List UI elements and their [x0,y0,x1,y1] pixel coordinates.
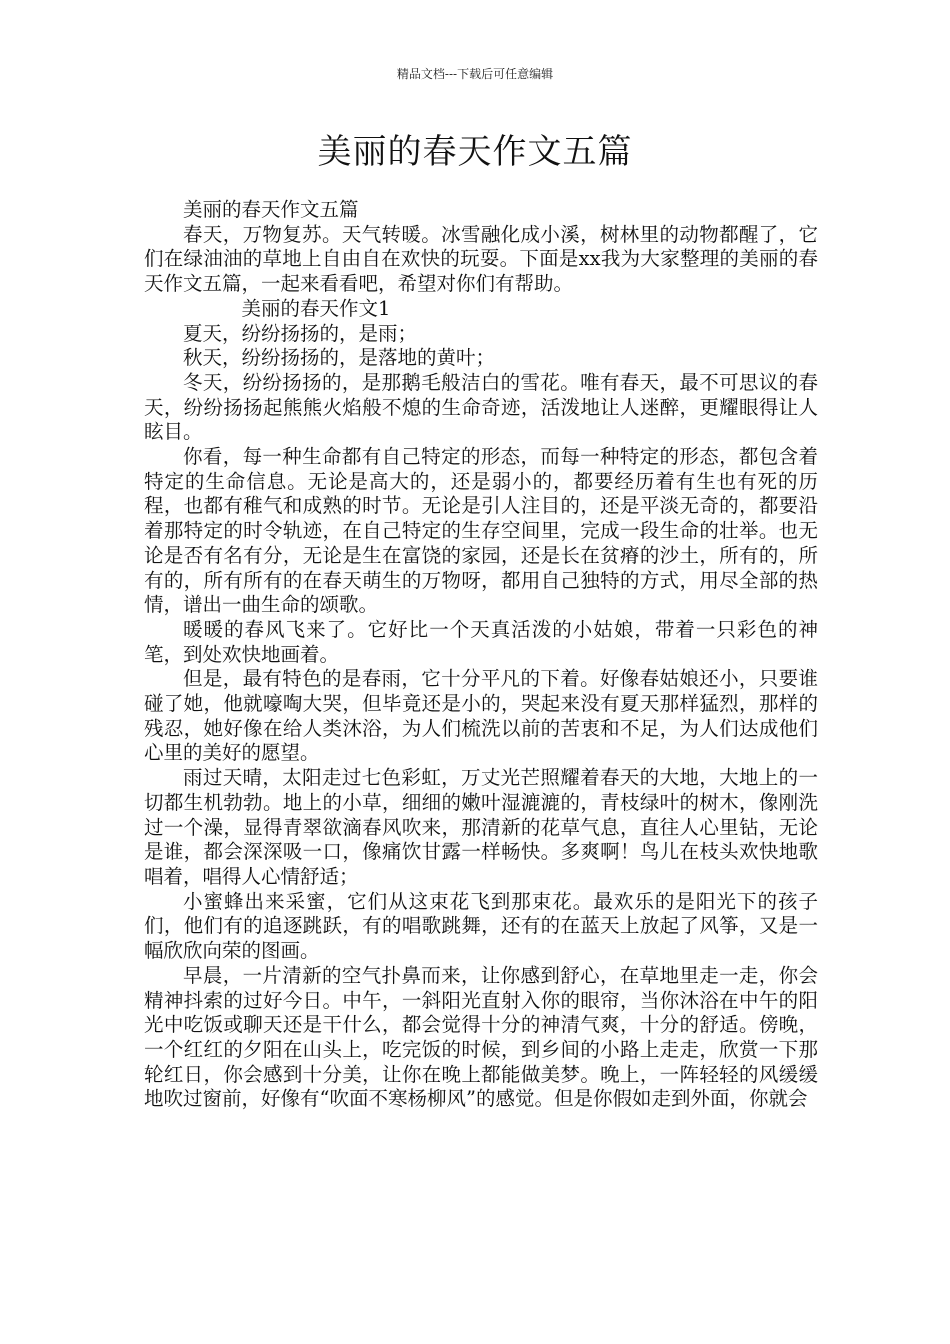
paragraph: 小蜜蜂出来采蜜，它们从这束花飞到那束花。最欢乐的是阳光下的孩子们，他们有的追逐跳跃，有的唱歌跳舞，还有的在蓝天上放起了风筝，又是一幅欣欣向荣的图画。 [144,889,818,963]
section-heading: 美丽的春天作文1 [241,296,391,320]
paragraph: 冬天，纷纷扬扬的，是那鹅毛般洁白的雪花。唯有春天，最不可思议的春天，纷纷扬扬起熊熊火焰般不熄的生命奇迹，活泼地让人迷醉，更耀眼得让人眩目。 [144,370,818,444]
paragraph-intro-heading: 美丽的春天作文五篇 [183,198,359,221]
document-header-note: 精品文档---下载后可任意编辑 [396,67,554,81]
document-body [144,198,818,1112]
paragraph: 早晨，一片清新的空气扑鼻而来，让你感到舒心，在草地里走一走，你会精神抖索的过好今日。中午，一斜阳光直射入你的眼帘，当你沐浴在中午的阳光中吃饭或聊天还是干什么，都会觉得十分的神清气爽，十分的舒适。傍晚，一个红红的夕阳在山头上，吃完饭的时候，到乡间的小路上走走，欣赏一下那轮红日，你会感到十分美，让你在晚上都能做美梦。晚上，一阵轻轻的风缓缓地吹过窗前，好像有“吹面不寒杨柳风”的感觉。但是你假如走到外面，你就会 [144,963,818,1111]
paragraph: 夏天，纷纷扬扬的，是雨； [183,321,418,345]
paragraph: 秋天，纷纷扬扬的，是落地的黄叶； [183,346,496,370]
paragraph: 但是，最有特色的是春雨，它十分平凡的下着。好像春姑娘还小，只要谁碰了她，他就嚎啕大哭，但毕竟还是小的，哭起来没有夏天那样猛烈，那样的残忍，她好像在给人类沐浴，为人们梳洗以前的苦衷和不足，为人们达成他们心里的美好的愿望。 [144,667,818,765]
paragraph: 暖暖的春风飞来了。它好比一个天真活泼的小姑娘，带着一只彩色的神笔，到处欢快地画着。 [144,617,818,666]
paragraph-intro: 春天，万物复苏。天气转暖。冰雪融化成小溪，树林里的动物都醒了，它们在绿油油的草地上自由自在欢快的玩耍。下面是xx我为大家整理的美丽的春天作文五篇，一起来看看吧，希望对你们有帮助。 [144,222,818,296]
paragraph: 雨过天晴，太阳走过七色彩虹，万丈光芒照耀着春天的大地，大地上的一切都生机勃勃。地上的小草，细细的嫩叶湿漉漉的，青枝绿叶的树木，像刚洗过一个澡，显得青翠欲滴春风吹来，那清新的花草气息，直往人心里钻，无论是谁，都会深深吸一口，像痛饮甘露一样畅快。多爽啊！鸟儿在枝头欢快地歌唱着，唱得人心情舒适； [144,766,818,888]
document-title: 美丽的春天作文五篇 [317,132,633,172]
paragraph: 你看，每一种生命都有自己特定的形态，而每一种特定的形态，都包含着特定的生命信息。无论是高大的，还是弱小的，都要经历着有生也有死的历程，也都有稚气和成熟的时节。无论是引人注目的，还是平淡无奇的，都要沿着那特定的时令轨迹，在自己特定的生存空间里，完成一段生命的壮举。也无论是否有名有分，无论是生在富饶的家园，还是长在贫瘠的沙土，所有的，所有的，所有所有的在春天萌生的万物呀，都用自己独特的方式，用尽全部的热情，谱出一曲生命的颂歌。 [144,445,818,617]
